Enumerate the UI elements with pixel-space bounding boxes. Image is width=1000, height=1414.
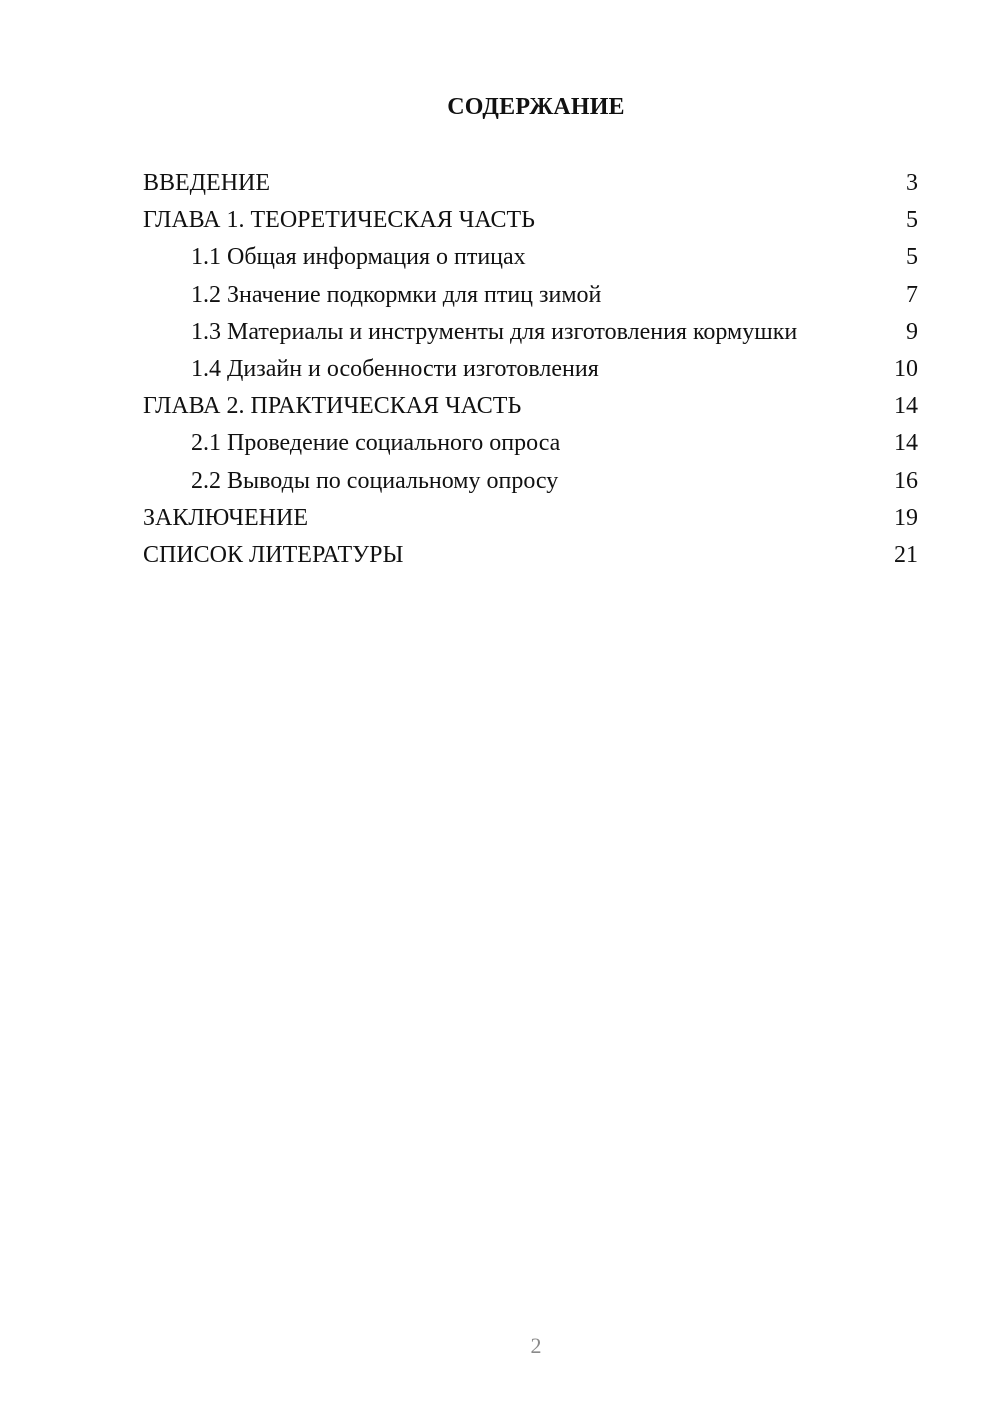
table-of-contents	[143, 165, 918, 574]
toc-entry-chapter-1	[143, 202, 918, 239]
toc-entry-page: 14	[894, 430, 918, 457]
toc-entry-label: ЗАКЛЮЧЕНИЕ	[143, 504, 308, 531]
toc-entry-page: 7	[906, 281, 918, 308]
toc-entry-section-1-3	[143, 314, 918, 351]
toc-entry-page: 3	[906, 170, 918, 196]
toc-entry-label: 1.2 Значение подкормки для птиц зимой	[191, 281, 602, 308]
toc-entry-label: ВВЕДЕНИЕ	[143, 170, 271, 196]
toc-entry-section-1-2	[143, 277, 918, 314]
toc-entry-page: 9	[906, 318, 918, 345]
toc-entry-label: ГЛАВА 1. ТЕОРЕТИЧЕСКАЯ ЧАСТЬ	[143, 207, 535, 234]
page-number: 2	[530, 1333, 542, 1358]
toc-entry-chapter-2	[143, 388, 918, 425]
toc-entry-section-1-4	[143, 351, 918, 388]
toc-entry-label: СПИСОК ЛИТЕРАТУРЫ	[143, 541, 404, 568]
toc-entry-page: 5	[906, 244, 918, 271]
toc-entry-introduction	[143, 165, 918, 202]
toc-entry-page: 10	[894, 355, 918, 382]
toc-entry-label: 1.3 Материалы и инструменты для изготовления кормушки	[191, 318, 798, 345]
toc-entry-label: 1.4 Дизайн и особенности изготовления	[191, 355, 599, 382]
toc-entry-label: 2.2 Выводы по социальному опросу	[191, 467, 559, 494]
toc-entry-page: 16	[894, 467, 918, 494]
toc-entry-label: 2.1 Проведение социального опроса	[191, 430, 561, 457]
toc-entry-section-2-2	[143, 463, 918, 500]
toc-entry-label: 1.1 Общая информация о птицах	[191, 244, 526, 271]
toc-entry-section-1-1	[143, 239, 918, 276]
toc-entry-references	[143, 537, 918, 574]
toc-entry-page: 19	[894, 504, 918, 531]
toc-entry-section-2-1	[143, 425, 918, 462]
toc-entry-label: ГЛАВА 2. ПРАКТИЧЕСКАЯ ЧАСТЬ	[143, 393, 522, 420]
toc-entry-page: 21	[894, 541, 918, 568]
toc-title: СОДЕРЖАНИЕ	[447, 94, 625, 120]
toc-entry-page: 14	[894, 393, 918, 420]
toc-entry-page: 5	[906, 207, 918, 234]
toc-entry-conclusion	[143, 500, 918, 537]
